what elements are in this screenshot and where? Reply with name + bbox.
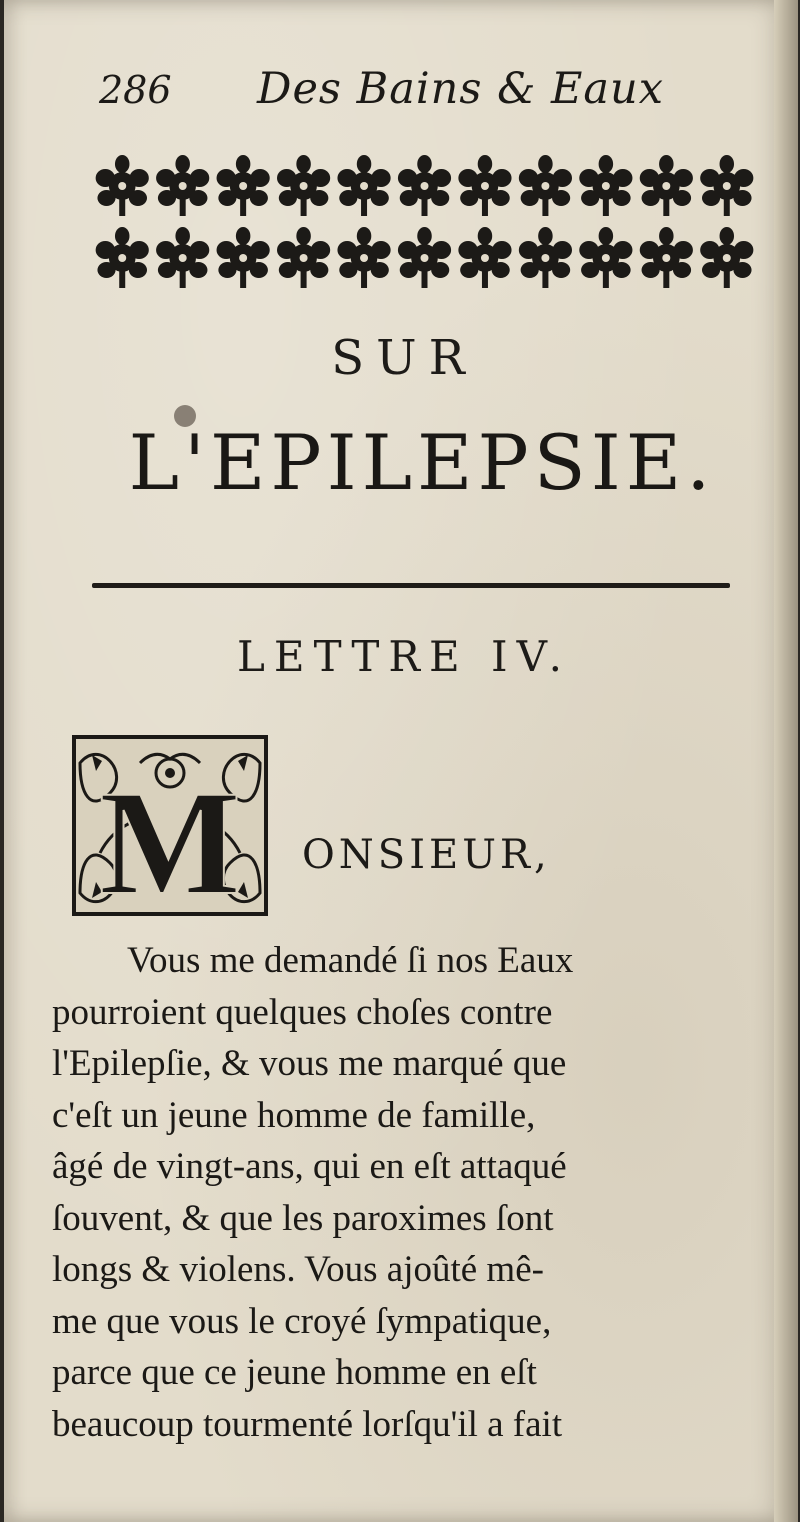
fleuron-icon [277, 155, 330, 216]
fleuron-icon [519, 155, 572, 216]
horizontal-rule [92, 583, 730, 588]
fleuron-icon [337, 155, 390, 216]
fleuron-icon [337, 227, 390, 288]
fleuron-icon [398, 155, 451, 216]
heading-sur: SUR [331, 330, 477, 386]
fleuron-icon [96, 155, 149, 216]
text-line: c'eſt un jeune homme de famille, [52, 1094, 536, 1136]
fleuron-ornament-band [92, 150, 757, 295]
drop-cap-letter: M [99, 760, 241, 918]
text-line: Vous me demandé ſi nos Eaux [127, 940, 574, 981]
text-line: âgé de vingt-ans, qui en eſt attaqué [52, 1146, 567, 1187]
fleuron-icon [458, 227, 511, 288]
fleuron-icon [96, 227, 149, 288]
page-number: 286 [99, 68, 172, 112]
running-head-title: Des Bains & Eaux [257, 64, 664, 114]
text-line: longs & violens. Vous ajoûté mê- [52, 1249, 544, 1290]
fleuron-icon [579, 227, 632, 288]
text-line: l'Epilepſie, & vous me marqué que [52, 1043, 567, 1084]
text-line: me que vous le croyé ſympatique, [52, 1300, 552, 1342]
page-edge [774, 0, 798, 1522]
fleuron-icon [519, 227, 572, 288]
fleuron-icon [217, 227, 270, 288]
fleuron-icon [640, 155, 693, 216]
text-line: parce que ce jeune homme en eſt [52, 1352, 537, 1393]
fleuron-icon [458, 155, 511, 216]
running-head [99, 58, 679, 118]
fleuron-icon [277, 227, 330, 288]
fleuron-icon [700, 155, 753, 216]
letter-number: LETTRE IV. [237, 632, 571, 681]
fleuron-icon [217, 155, 270, 216]
text-line: beaucoup tourmenté lorſqu'il a fait [52, 1403, 563, 1445]
fleuron-icon [640, 227, 693, 288]
book-page [4, 0, 794, 1522]
heading-title: L'EPILEPSIE. [128, 418, 716, 507]
fleuron-icon [398, 227, 451, 288]
text-line: pourroient quelques choſes contre [52, 991, 553, 1033]
fleuron-icon [156, 227, 209, 288]
letter-body [52, 935, 732, 1450]
fleuron-icon [156, 155, 209, 216]
text-line: ſouvent, & que les paroximes ſont [52, 1197, 554, 1239]
fleuron-icon [579, 155, 632, 216]
salutation: ONSIEUR, [302, 832, 551, 878]
decorated-initial-m [70, 733, 270, 918]
fleuron-icon [700, 227, 753, 288]
